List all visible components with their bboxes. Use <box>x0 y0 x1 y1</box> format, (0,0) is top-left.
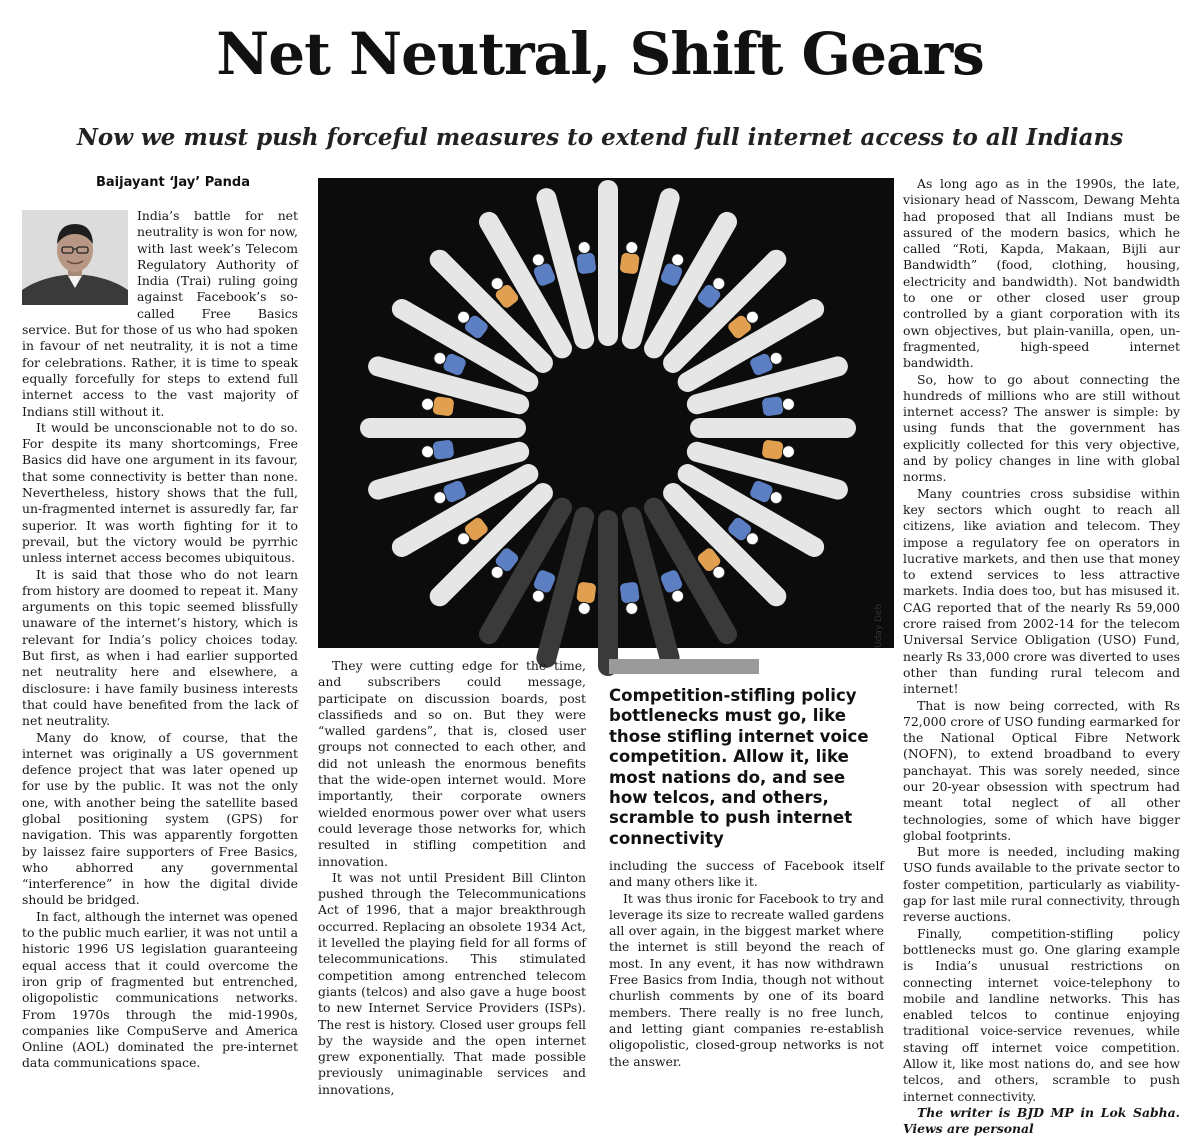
paragraph: They were cutting edge for the time, and subscribers could message, participate on discussion boards, post classifieds and so on. But they were “walled gardens”, that is, closed user groups not connected to each other, and did not unleash the enormous benefits that the wide-open internet would. More importantly, their corporate owners wielded enormous power over what users could leverage those networks for, which resulted in stifling competition and innovation. <box>318 658 586 869</box>
paragraph: It would be unconscionable not to do so. For despite its many shortcomings, Free Basics did have one argument in its favour, that some connectivity is better than none. Nevertheless, history shows that the full, un-fragmented internet is assuredly far, far superior. It was worth fighting for it to prevail, but the victory would be pyrrhic unless internet access becomes ubiquitous. <box>22 419 298 566</box>
paragraph: That is now being corrected, with Rs 72,000 crore of USO funding earmarked for the National Optical Fibre Network (NOFN), to extend broadband to every panchayat. This was sorely needed, since our 20-year obsession with spectrum had meant total neglect of all other technologies, some of which have bigger global footprints. <box>903 697 1180 843</box>
figure <box>421 396 455 416</box>
article-column-4 <box>903 176 1180 1137</box>
article-column-1 <box>22 208 298 1078</box>
paragraph: Finally, competition-stifling policy bottlenecks must go. One glaring example is India’s unusual restrictions on connecting internet voice-telephony to mobile and landline networks. This has enabled telcos to continue enjoying traditional voice-service revenues, while staving off internet voice competition. Allow it, like most nations do, and see how telcos, and others, scramble to push internet connectivity. <box>903 925 1180 1104</box>
pullquote: Competition-stifling policy bottlenecks must go, like those stifling internet voice competition. Allow it, like most nations do, and see how telcos, and others, scramble to push internet connectivity <box>609 686 869 848</box>
paragraph: In fact, although the internet was opened to the public much earlier, it was not until a historic 1996 US legislation guaranteeing equal access that it could overcome the iron grip of fragmented but entrenched, oligopolistic communications networks. From 1970s through the mid-1990s, companies like CompuServe and America Online (AOL) dominated the pre-internet data communications space. <box>22 908 298 1071</box>
figure <box>761 396 795 416</box>
paragraph: including the success of Facebook itself and many others like it. <box>609 858 884 890</box>
paragraph: But more is needed, including making USO funds available to the private sector to foster competition, particularly as viability-gap for last mile rural connectivity, through reverse auctions. <box>903 844 1180 925</box>
figure <box>619 581 639 615</box>
author-photo <box>22 210 128 305</box>
paragraph: Many do know, of course, that the internet was originally a US government defence project that was later opened up for use by the public. It was not the only one, with another being the satellite based global positioning system (GPS) for navigation. This was apparently forgotten by laissez faire supporters of Free Basics, who abhorred any governmental “interference” in how the digital divide should be bridged. <box>22 729 298 908</box>
illustration-credit: Uday Deb <box>874 603 884 648</box>
article-column-2 <box>318 658 586 1097</box>
subheadline: Now we must push forceful measures to extend full internet access to all Indians <box>76 124 1124 151</box>
article-column-3 <box>609 858 884 1078</box>
pullquote-bar <box>609 659 759 674</box>
figure <box>761 439 795 459</box>
paragraph: It was thus ironic for Facebook to try and leverage its size to recreate walled gardens all over again, in the biggest market where the internet is still beyond the reach of most. In any event, it has now withdrawn Free Basics from India, though not without churlish comments by one of its board members. There really is no free lunch, and letting giant companies re-establish oligopolistic, closed-group networks is not the answer. <box>609 890 884 1069</box>
paragraph: India’s battle for net neutrality is won for now, with last week’s Telecom Regulatory Authority of India (Trai) ruling going against Facebook’s so-called Free Basics service. But for those of us who had spoken in favour of net neutrality, it is not a time for celebrations. Rather, it is time to speak equally forcefully for steps to extend full internet access to the vast majority of Indians still without it. <box>22 208 298 419</box>
figure <box>576 581 596 615</box>
illustration <box>318 178 894 648</box>
paragraph: It is said that those who do not learn from history are doomed to repeat it. Many arguments on this topic seemed blissfully unaware of the internet’s history, which is relevant for India’s policy choices today. But first, as when i had earlier supported net neutrality here and elsewhere, a disclosure: i have family business interests that could have benefited from the lack of net neutrality. <box>22 566 298 729</box>
signoff: The writer is BJD MP in Lok Sabha. Views are personal <box>903 1104 1180 1137</box>
paragraph: As long ago as in the 1990s, the late, visionary head of Nasscom, Dewang Mehta had proposed that all Indians must be assured of the modern basics, which he called “Roti, Kapda, Makaan, Bijli aur Bandwidth” (food, clothing, housing, electricity and bandwidth). Not bandwidth to one or other closed user group controlled by a giant corporation with its own objectives, but plain-vanilla, open, un-fragmented, high-speed internet bandwidth. <box>903 176 1180 371</box>
paragraph: Many countries cross subsidise within key sectors which ought to reach all citizens, like aviation and telecom. They impose a regulatory fee on operators in lucrative markets, and then use that money to extend services to less attractive markets. India does too, but has misused it. CAG reported that of the nearly Rs 59,000 crore raised from 2002-14 for the telecom Universal Service Obligation (USO) Fund, nearly Rs 33,000 crore was diverted to uses other than funding rural telecom and internet! <box>903 485 1180 697</box>
figure <box>421 439 455 459</box>
byline: Baijayant ‘Jay’ Panda <box>96 175 250 190</box>
paragraph: So, how to go about connecting the hundreds of millions who are still without internet access? The answer is simple: by using funds that the government has explicitly collected for this very objective, and by policy changes in line with global norms. <box>903 371 1180 485</box>
headline: Net Neutral, Shift Gears <box>216 20 984 88</box>
paragraph: It was not until President Bill Clinton pushed through the Telecommunications Act of 1996, that a major breakthrough occurred. Replacing an obsolete 1934 Act, it levelled the playing field for all forms of telecommunications. This stimulated competition among entrenched telecom giants (telcos) and also gave a huge boost to new Internet Service Providers (ISPs). The rest is history. Closed user groups fell by the wayside and the open internet grew exponentially. That made possible previously unimaginable services and innovations, <box>318 869 586 1097</box>
figure <box>576 241 596 275</box>
figure <box>619 241 639 275</box>
